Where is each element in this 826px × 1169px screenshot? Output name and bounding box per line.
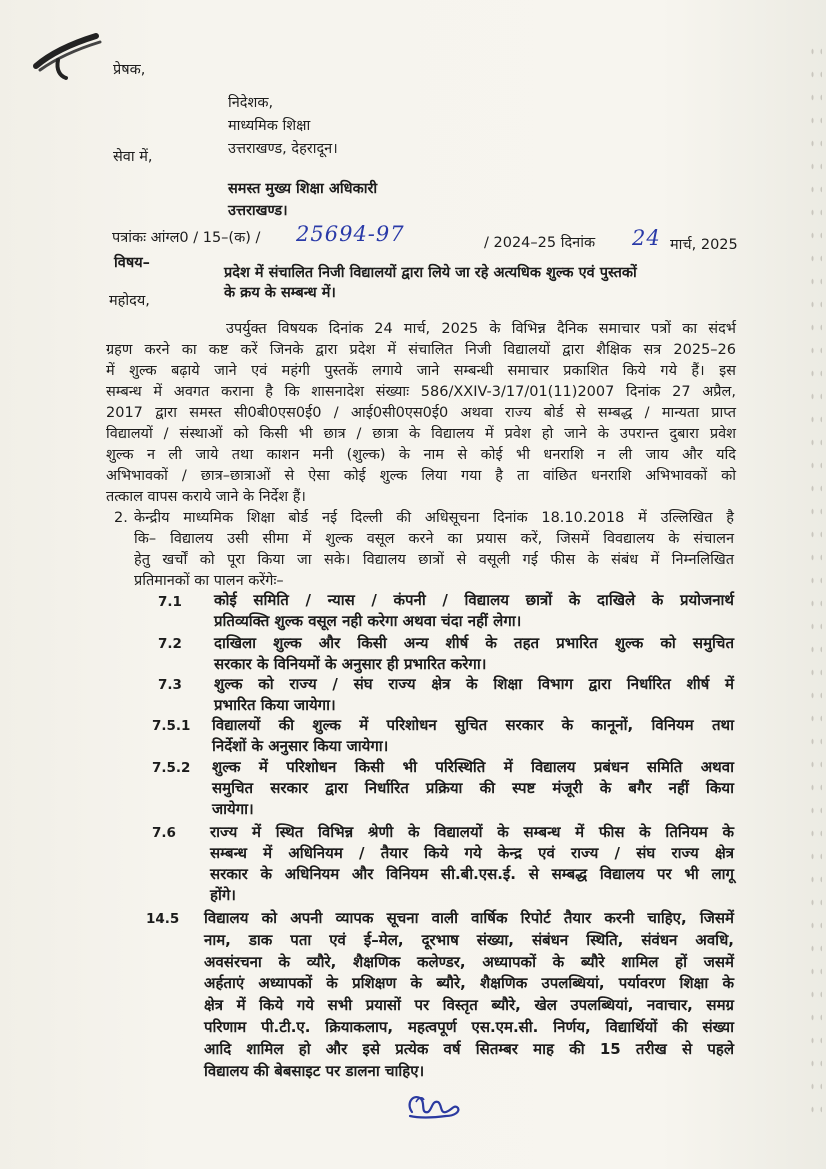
clause-line: सरकार के अधिनियम और विनियम सी.बी.एस.ई. से सम्बद्ध विद्यालय पर भी लागू — [210, 865, 734, 883]
clause-number: 7.5.1 — [152, 718, 191, 734]
clause-line: शुल्क को राज्य / संघ राज्य क्षेत्र के शिक्षा विभाग द्वारा निर्धारित शीर्ष में — [214, 675, 734, 693]
sender-label: प्रेषक, — [113, 62, 146, 78]
clause-line: शुल्क में परिशोधन किसी भी परिस्थिति में विद्यालय प्रबंधन समिति अथवा — [212, 758, 734, 776]
paragraph-line: तत्काल वापस कराये जाने के निर्देश हैं। — [106, 489, 306, 505]
recipient-label: सेवा में, — [113, 149, 153, 165]
clause-line: राज्य में स्थित विभिन्न श्रेणी के विद्यालयों के सम्बन्ध में फीस के तिनियम के — [210, 823, 734, 841]
clause-line: सम्बन्ध में अधिनियम / तैयार किये गये केन्द्र एवं राज्य / संघ राज्य क्षेत्र — [210, 844, 734, 862]
sender-department: माध्यमिक शिक्षा — [228, 118, 311, 134]
clause-number: 7.6 — [152, 825, 176, 841]
clause-line: प्रभारित किया जायेगा। — [214, 696, 336, 714]
session-and-date-label: / 2024–25 दिनांक — [484, 235, 596, 251]
recipient-designation: समस्त मुख्य शिक्षा अधिकारी — [228, 181, 378, 197]
signature — [402, 1086, 464, 1126]
clause-line: समुचित सरकार द्वारा निर्धारित प्रक्रिया की स्पष्ट मंजूरी के बगैर नहीं किया — [212, 779, 734, 797]
paragraph-line: अभिभावकों / छात्र–छात्राओं से ऐसा कोई शुल्क लिया गया है ता वांछित धनराशि अभिभावकों को — [106, 468, 736, 484]
clause-line: क्षेत्र में किये गये सभी प्रयासों पर विस्तृत ब्यौरे, खेल उपलब्धियां, नवाचार, समग्र — [204, 996, 734, 1015]
clause-line: अवसंरचना के व्यौरे, शैक्षणिक कलेण्डर, अध्यापकों के ब्यौरे शामिल हों जसमें — [204, 952, 734, 971]
sender-place: उत्तराखण्ड, देहरादून। — [228, 141, 338, 157]
clause-number: 14.5 — [146, 911, 180, 927]
clause-line: विद्यालयों की शुल्क में परिशोधन सुचित सरकार के कानूनों, विनियम तथा — [212, 716, 734, 734]
paragraph-line: में शुल्क बढ़ाये जाने एवं महंगी पुस्तकें लगाये जाने सम्बन्धी समाचार प्रकाशित किये गये हैं। इस — [106, 363, 736, 379]
clause-line: सरकार के विनियमों के अनुसार ही प्रभारित करेगा। — [214, 655, 487, 673]
clause-line: नाम, डाक पता एवं ई–मेल, दूरभाष संख्या, संबंधन स्थिति, संवंधन अवधि, — [204, 930, 734, 949]
clause-line: आदि शामिल हो और इसे प्रत्येक वर्ष सितम्बर माह की 15 तरीख से पहले — [204, 1039, 734, 1058]
paragraph-2 — [134, 508, 734, 592]
clause-number: 7.5.2 — [152, 760, 191, 776]
clause-7-1 — [214, 590, 734, 632]
clause-line: कोई समिति / न्यास / कंपनी / विद्यालय छात्रों के दाखिले के प्रयोजनार्थ — [214, 591, 734, 609]
clause-number: 7.3 — [158, 677, 182, 693]
paragraph-line: 2017 द्वारा समस्त सी0बी0एस0ई0 / आई0सी0एस0ई0 अथवा राज्य बोर्ड से सम्बद्ध / मान्यता प्राप्त — [106, 405, 736, 421]
subject-label: विषय– — [114, 255, 150, 271]
clause-line: अर्हताएं अध्यापकों के प्रशिक्षण के ब्यौरे, शैक्षणिक उपलब्धियां, पर्यावरण शिक्षा के — [204, 974, 734, 993]
paragraph-line: सम्बन्ध में अवगत कराना है कि शासनादेश संख्याः 586/XXIV-3/17/01(11)2007 दिनांक 27 अप्रैल, — [106, 384, 736, 400]
paragraph-line: कि– विद्यालय उसी सीमा में शुल्क वसूल करने का प्रयास करें, जिसमें विवद्यालय के संचालन — [134, 531, 734, 547]
clause-7-5-1 — [212, 715, 734, 757]
clause-14-5 — [204, 908, 734, 1082]
clause-line: निर्देशों के अनुसार किया जायेगा। — [212, 737, 389, 755]
sender-designation: निदेशक, — [228, 95, 274, 111]
recipient-place: उत्तराखण्ड। — [228, 203, 288, 219]
ink-scribble-mark — [30, 30, 105, 82]
paragraph-line: प्रतिमानकों का पालन करेंगेः– — [134, 573, 284, 589]
paragraph-line: ग्रहण करने का कष्ट करें जिनके द्वारा प्रदेश में संचालित निजी विद्यालयों द्वारा शैक्षिक सत्र 2025–26 — [106, 342, 736, 358]
clause-7-5-2 — [212, 757, 734, 820]
clause-7-2 — [214, 633, 734, 675]
clause-number: 7.1 — [158, 594, 182, 610]
paragraph-line: हेतु खर्चों को पूरा किया जा सके। विद्यालय छात्रों से वसूली गई फीस के संबंध में निम्नलिखित — [134, 552, 734, 568]
salutation: महोदय, — [109, 293, 150, 309]
clause-line: जायेगा। — [212, 800, 254, 818]
letter-number-handwritten: 25694-97 — [296, 222, 405, 246]
clause-line: होंगे। — [210, 886, 236, 904]
clause-line: प्रतिव्यक्ति शुल्क वसूल नही करेगा अथवा चंदा नहीं लेगा। — [214, 612, 522, 630]
date-day-handwritten: 24 — [632, 226, 661, 250]
paragraph-line: केन्द्रीय माध्यमिक शिक्षा बोर्ड नई दिल्ली की अधिसूचना दिनांक 18.10.2018 में उल्लिखित है — [134, 510, 734, 526]
scan-edge-speckle — [808, 40, 822, 1120]
date-month-year: मार्च, 2025 — [670, 237, 738, 253]
paragraph-line: उपर्युक्त विषयक दिनांक 24 मार्च, 2025 के विभिन्न दैनिक समाचार पत्रों का संदर्भ — [226, 321, 736, 337]
clause-number: 7.2 — [158, 636, 182, 652]
subject-line-1: प्रदेश में संचालित निजी विद्यालयों द्वारा लिये जा रहे अत्यधिक शुल्क एवं पुस्तकों — [224, 265, 637, 281]
letter-number-prefix: पत्रांकः आंग्ल0 / 15–(क) / — [112, 230, 261, 246]
clause-line: विद्यालय को अपनी व्यापक सूचना वाली वार्षिक रिपोर्ट तैयार करनी चाहिए, जिसमें — [204, 909, 734, 927]
paragraph-line: विद्यालयों / संस्थाओं को किसी भी छात्र / छात्रा के विद्यालय में प्रवेश हो जाने के उपरान्त दुबारा प्रवेश — [106, 426, 736, 442]
clause-line: दाखिला शुल्क और किसी अन्य शीर्ष के तहत प्रभारित शुल्क को समुचित — [214, 634, 734, 652]
subject-line-2: के क्रय के सम्बन्ध में। — [224, 285, 336, 301]
clause-line: परिणाम पी.टी.ए. क्रियाकलाप, महत्वपूर्ण एस.एम.सी. निर्णय, विद्यार्थियों की संख्या — [204, 1017, 734, 1036]
paragraph-1 — [106, 319, 736, 508]
paragraph-line: शुल्क न ली जाये तथा काशन मनी (शुल्क) के नाम से कोई भी धनराशि न ली जाय और यदि — [106, 447, 736, 463]
clause-7-3 — [214, 674, 734, 716]
paragraph-2-number: 2. — [114, 510, 128, 526]
clause-7-6 — [210, 822, 734, 906]
clause-line: विद्यालय की बेबसाइट पर डालना चाहिए। — [204, 1061, 425, 1080]
